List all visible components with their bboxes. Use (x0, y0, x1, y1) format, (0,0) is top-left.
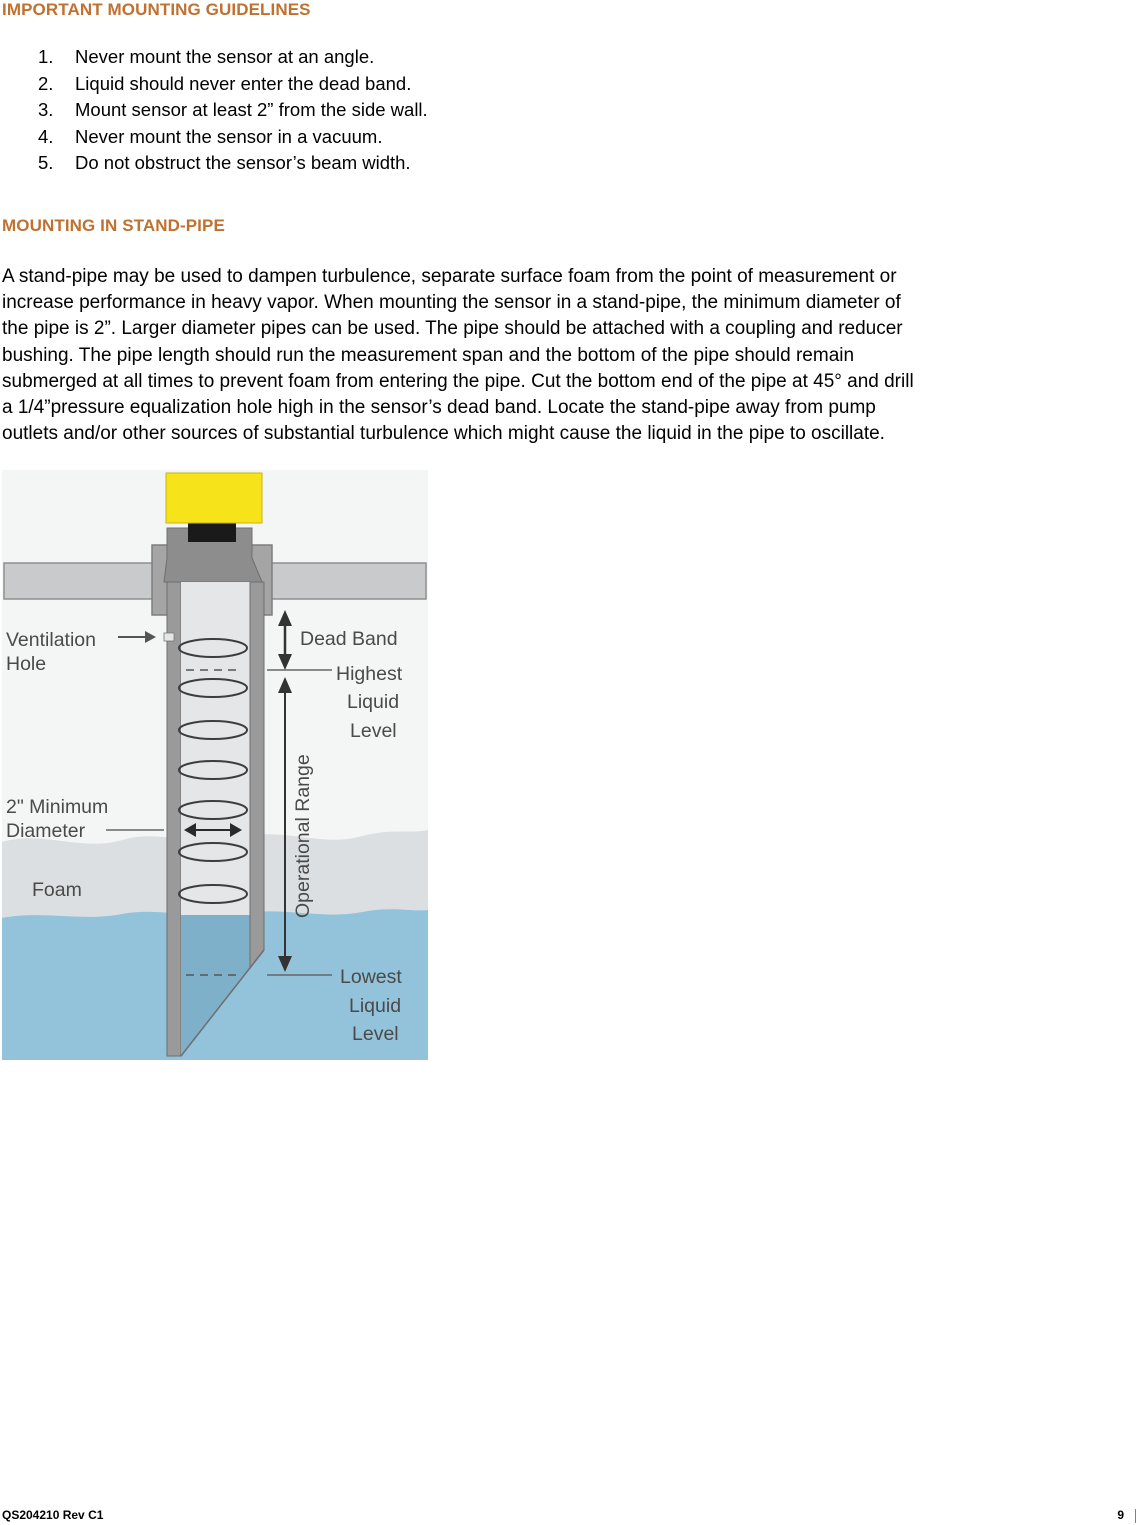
label-ventilation: Ventilation (6, 629, 96, 651)
label-2in-minimum: 2" Minimum (6, 796, 109, 818)
label-foam: Foam (32, 879, 82, 901)
label-operational-range: Operational Range (292, 754, 314, 918)
ventilation-hole (164, 633, 174, 641)
list-item: 3. Mount sensor at least 2” from the side wall. (38, 99, 428, 120)
guidelines-list (38, 44, 428, 177)
list-item: 1. Never mount the sensor at an angle. (38, 46, 375, 67)
page-number: 9 (1117, 1508, 1124, 1522)
label-lowest: Lowest (340, 966, 402, 988)
label-level-1: Level (350, 720, 397, 742)
pipe-wall-right (250, 582, 264, 968)
document-id: QS204210 Rev C1 (2, 1508, 104, 1522)
standpipe-heading: MOUNTING IN STAND-PIPE (2, 216, 225, 235)
standpipe-diagram-svg (2, 470, 428, 1060)
footer-divider (1135, 1509, 1136, 1523)
standpipe-diagram (2, 470, 428, 1060)
label-hole: Hole (6, 653, 47, 675)
label-liquid-2: Liquid (349, 995, 402, 1017)
label-highest: Highest (336, 663, 403, 685)
sensor-head (166, 473, 262, 523)
guidelines-heading: IMPORTANT MOUNTING GUIDELINES (2, 0, 311, 19)
list-item: 4. Never mount the sensor in a vacuum. (38, 125, 383, 147)
list-item: 5. Do not obstruct the sensor’s beam width. (38, 152, 411, 173)
pipe-wall-left (167, 582, 181, 1056)
label-diameter: Diameter (6, 820, 86, 842)
list-item: 2. Liquid should never enter the dead band. (38, 72, 412, 94)
label-dead-band: Dead Band (300, 628, 398, 650)
label-liquid-1: Liquid (347, 691, 400, 713)
label-level-2: Level (352, 1023, 399, 1045)
standpipe-paragraph: A stand-pipe may be used to dampen turbulence, separate surface foam from the point of measurement or increase performance in heavy vapor. When mounting the sensor in a stand-pipe, the minimum diameter of the pipe is 2”. Larger diameter pipes can be used. The pipe should be attached with a coupling and reducer bushing. The pipe length should run the measurement span and the bottom of the pipe should remain submerged at all times to prevent foam from entering the pipe. Cut the bottom end of the pipe at 45° and drill a 1/4”pressure equalization hole high in the sensor’s dead band. Locate the stand-pipe away from pump outlets and/or other sources of substantial turbulence which might cause the liquid in the pipe to oscillate. (2, 266, 914, 445)
